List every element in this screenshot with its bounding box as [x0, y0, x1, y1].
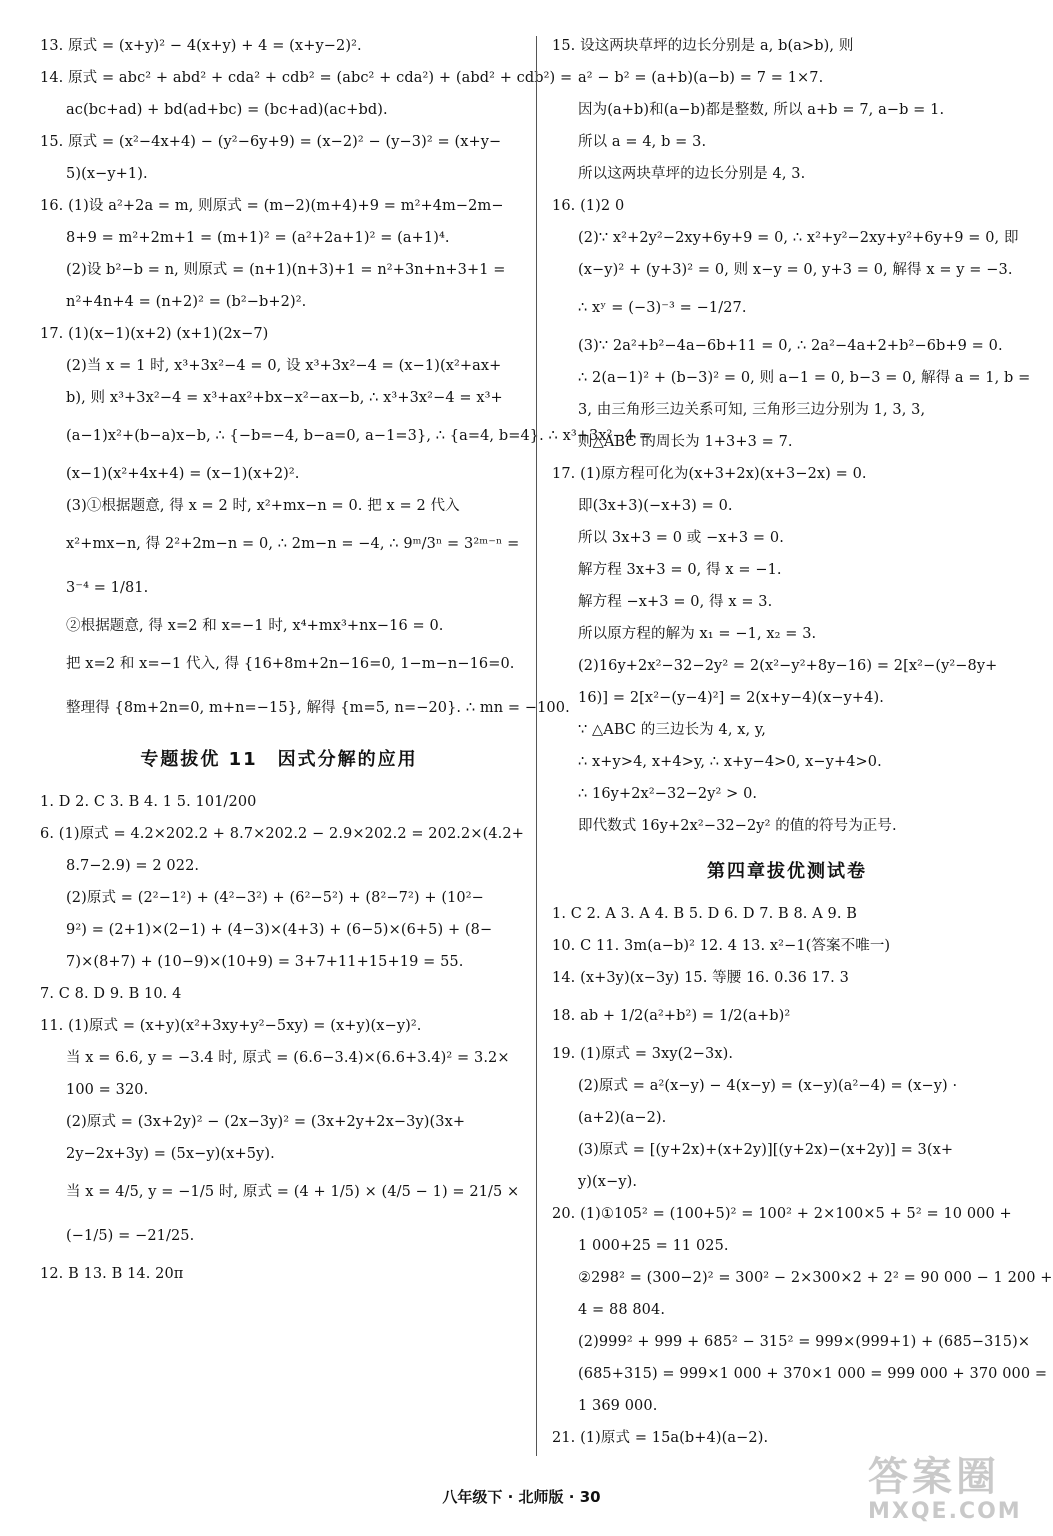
answer-line: 11. (1)原式 = (x+y)(x²+3xy+y²−5xy) = (x+y)(x−y)². — [40, 1018, 422, 1034]
answer-line: 8+9 = m²+2m+1 = (m+1)² = (a²+2a+1)² = (a+1)⁴. — [66, 230, 450, 246]
answer-line: 则△ABC 的周长为 1+3+3 = 7. — [578, 434, 793, 450]
answer-line: a² − b² = (a+b)(a−b) = 7 = 1×7. — [578, 70, 824, 86]
answer-line: ②根据题意, 得 x=2 和 x=−1 时, x⁴+mx³+nx−16 = 0. — [66, 618, 444, 634]
answer-line: 整理得 {8m+2n=0, m+n=−15}, 解得 {m=5, n=−20}. ∴ mn = −100. — [66, 700, 570, 716]
answer-line: 12. B 13. B 14. 20π — [40, 1266, 184, 1282]
right-column — [552, 30, 1053, 1454]
answer-line: 所以 3x+3 = 0 或 −x+3 = 0. — [578, 530, 784, 546]
answer-line: 7)×(8+7) + (10−9)×(10+9) = 3+7+11+15+19 = 55. — [66, 954, 464, 970]
answer-line: ∴ x+y>4, x+4>y, ∴ x+y−4>0, x−y+4>0. — [578, 754, 882, 770]
answer-line: (2)16y+2x²−32−2y² = 2(x²−y²+8y−16) = 2[x²−(y²−8y+ — [578, 658, 998, 674]
answer-line: 2y−2x+3y) = (5x−y)(x+5y). — [66, 1146, 275, 1162]
answer-line: 1 000+25 = 11 025. — [578, 1238, 729, 1254]
answer-line: 当 x = 6.6, y = −3.4 时, 原式 = (6.6−3.4)×(6.6+3.4)² = 3.2× — [66, 1050, 510, 1066]
page-footer: 八年级下 · 北师版 · 30 — [442, 1488, 601, 1506]
answer-line: 21. (1)原式 = 15a(b+4)(a−2). — [552, 1430, 769, 1446]
answer-line: (2)原式 = (2²−1²) + (4²−3²) + (6²−5²) + (8²−7²) + (10²− — [66, 890, 484, 906]
answer-line: ∴ 16y+2x²−32−2y² > 0. — [578, 786, 758, 802]
section-heading: 专题拔优 11 因式分解的应用 — [140, 749, 418, 770]
answer-line: (3)原式 = [(y+2x)+(x+2y)][(y+2x)−(x+2y)] = 3(x+ — [578, 1142, 954, 1158]
answer-line: x²+mx−n, 得 2²+2m−n = 0, ∴ 2m−n = −4, ∴ 9ᵐ/3ⁿ = 3²ᵐ⁻ⁿ = — [66, 536, 520, 552]
answer-line: (3)∵ 2a²+b²−4a−6b+11 = 0, ∴ 2a²−4a+2+b²−6b+9 = 0. — [578, 338, 1003, 354]
answer-line: 3⁻⁴ = 1/81. — [66, 580, 149, 596]
answer-line: (2)当 x = 1 时, x³+3x²−4 = 0, 设 x³+3x²−4 = (x−1)(x²+ax+ — [66, 358, 502, 374]
answer-line: 10. C 11. 3m(a−b)² 12. 4 13. x²−1(答案不唯一) — [552, 938, 891, 954]
answer-line: 当 x = 4/5, y = −1/5 时, 原式 = (4 + 1/5) × (4/5 − 1) = 21/5 × — [66, 1184, 520, 1200]
answer-line: (x−y)² + (y+3)² = 0, 则 x−y = 0, y+3 = 0, 解得 x = y = −3. — [578, 262, 1013, 278]
answer-line: 17. (1)原方程可化为(x+3+2x)(x+3−2x) = 0. — [552, 466, 867, 482]
answer-line: 1 369 000. — [578, 1398, 658, 1414]
answer-line: 15. 原式 = (x²−4x+4) − (y²−6y+9) = (x−2)² − (y−3)² = (x+y− — [40, 134, 502, 150]
answer-line: ac(bc+ad) + bd(ad+bc) = (bc+ad)(ac+bd). — [66, 102, 388, 118]
answer-line: 16)] = 2[x²−(y−4)²] = 2(x+y−4)(x−y+4). — [578, 690, 884, 706]
answer-line: 20. (1)①105² = (100+5)² = 100² + 2×100×5 + 5² = 10 000 + — [552, 1206, 1012, 1222]
answer-line: (2)原式 = (3x+2y)² − (2x−3y)² = (3x+2y+2x−3y)(3x+ — [66, 1114, 466, 1130]
answer-line: 17. (1)(x−1)(x+2) (x+1)(2x−7) — [40, 326, 269, 342]
answer-line: 100 = 320. — [66, 1082, 149, 1098]
answer-line: 所以 a = 4, b = 3. — [578, 134, 707, 150]
column-divider — [536, 36, 537, 1456]
watermark-text: 答案圈 — [868, 1454, 1000, 1500]
answer-line: 即代数式 16y+2x²−32−2y² 的值的符号为正号. — [578, 818, 897, 834]
answer-line: (3)①根据题意, 得 x = 2 时, x²+mx−n = 0. 把 x = 2 代入 — [66, 498, 460, 514]
answer-line: 因为(a+b)和(a−b)都是整数, 所以 a+b = 7, a−b = 1. — [578, 102, 945, 118]
answer-line: 15. 设这两块草坪的边长分别是 a, b(a>b), 则 — [552, 38, 854, 54]
answer-line: (685+315) = 999×1 000 + 370×1 000 = 999 000 + 370 000 = — [578, 1366, 1048, 1382]
answer-line: 9²) = (2+1)×(2−1) + (4−3)×(4+3) + (6−5)×(6+5) + (8− — [66, 922, 493, 938]
answer-line: 1. C 2. A 3. A 4. B 5. D 6. D 7. B 8. A 9. B — [552, 906, 857, 922]
answer-line: ∵ △ABC 的三边长为 4, x, y, — [578, 722, 767, 738]
answer-line: 16. (1)2 0 — [552, 198, 625, 214]
answer-line: ②298² = (300−2)² = 300² − 2×300×2 + 2² = 90 000 − 1 200 + — [578, 1270, 1053, 1286]
answer-line: 3, 由三角形三边关系可知, 三角形三边分别为 1, 3, 3, — [578, 402, 926, 418]
answer-line: (2)原式 = a²(x−y) − 4(x−y) = (x−y)(a²−4) = (x−y) · — [578, 1078, 958, 1094]
answer-line: (−1/5) = −21/25. — [66, 1228, 195, 1244]
answer-line: 16. (1)设 a²+2a = m, 则原式 = (m−2)(m+4)+9 = m²+4m−2m− — [40, 198, 504, 214]
answer-line: n²+4n+4 = (n+2)² = (b²−b+2)². — [66, 294, 307, 310]
answer-line: 14. 原式 = abc² + abd² + cda² + cdb² = (abc² + cda²) + (abd² + cdb²) = — [40, 70, 573, 86]
answer-line: 所以这两块草坪的边长分别是 4, 3. — [578, 166, 806, 182]
section-heading: 第四章拔优测试卷 — [707, 861, 867, 882]
watermark-logo — [868, 1454, 1028, 1528]
answer-line: 18. ab + 1/2(a²+b²) = 1/2(a+b)² — [552, 1008, 791, 1024]
answer-line: ∴ 2(a−1)² + (b−3)² = 0, 则 a−1 = 0, b−3 = 0, 解得 a = 1, b = — [578, 370, 1031, 386]
answer-line: (a−1)x²+(b−a)x−b, ∴ {−b=−4, b−a=0, a−1=3}, ∴ {a=4, b=4}. ∴ x³+3x²−4 = — [66, 428, 652, 444]
answer-line: (2)999² + 999 + 685² − 315² = 999×(999+1) + (685−315)× — [578, 1334, 1031, 1350]
watermark-url: MXQE.COM — [868, 1499, 1022, 1524]
answer-line: 5)(x−y+1). — [66, 166, 148, 182]
answer-line: (2)设 b²−b = n, 则原式 = (n+1)(n+3)+1 = n²+3n+n+3+1 = — [66, 262, 506, 278]
answer-line: 即(3x+3)(−x+3) = 0. — [578, 498, 733, 514]
answer-line: 8.7−2.9) = 2 022. — [66, 858, 200, 874]
answer-line: 7. C 8. D 9. B 10. 4 — [40, 986, 182, 1002]
answer-line: (a+2)(a−2). — [578, 1110, 667, 1126]
answer-line: 把 x=2 和 x=−1 代入, 得 {16+8m+2n−16=0, 1−m−n−16=0. — [66, 656, 515, 672]
answer-line: b), 则 x³+3x²−4 = x³+ax²+bx−x²−ax−b, ∴ x³+3x²−4 = x³+ — [66, 390, 503, 406]
answer-line: 19. (1)原式 = 3xy(2−3x). — [552, 1046, 734, 1062]
answer-line: 13. 原式 = (x+y)² − 4(x+y) + 4 = (x+y−2)². — [40, 38, 362, 54]
answer-line: ∴ xʸ = (−3)⁻³ = −1/27. — [578, 300, 747, 316]
answer-line: (2)∵ x²+2y²−2xy+6y+9 = 0, ∴ x²+y²−2xy+y²+6y+9 = 0, 即 — [578, 230, 1019, 246]
answer-line: (x−1)(x²+4x+4) = (x−1)(x+2)². — [66, 466, 300, 482]
answer-line: 所以原方程的解为 x₁ = −1, x₂ = 3. — [578, 626, 817, 642]
answer-line: 4 = 88 804. — [578, 1302, 666, 1318]
answer-line: y)(x−y). — [578, 1174, 638, 1190]
answer-line: 1. D 2. C 3. B 4. 1 5. 101/200 — [40, 794, 257, 810]
answer-line: 解方程 3x+3 = 0, 得 x = −1. — [578, 562, 782, 578]
answer-line: 解方程 −x+3 = 0, 得 x = 3. — [578, 594, 773, 610]
answer-line: 6. (1)原式 = 4.2×202.2 + 8.7×202.2 − 2.9×202.2 = 202.2×(4.2+ — [40, 826, 524, 842]
answer-line: 14. (x+3y)(x−3y) 15. 等腰 16. 0.36 17. 3 — [552, 970, 849, 986]
